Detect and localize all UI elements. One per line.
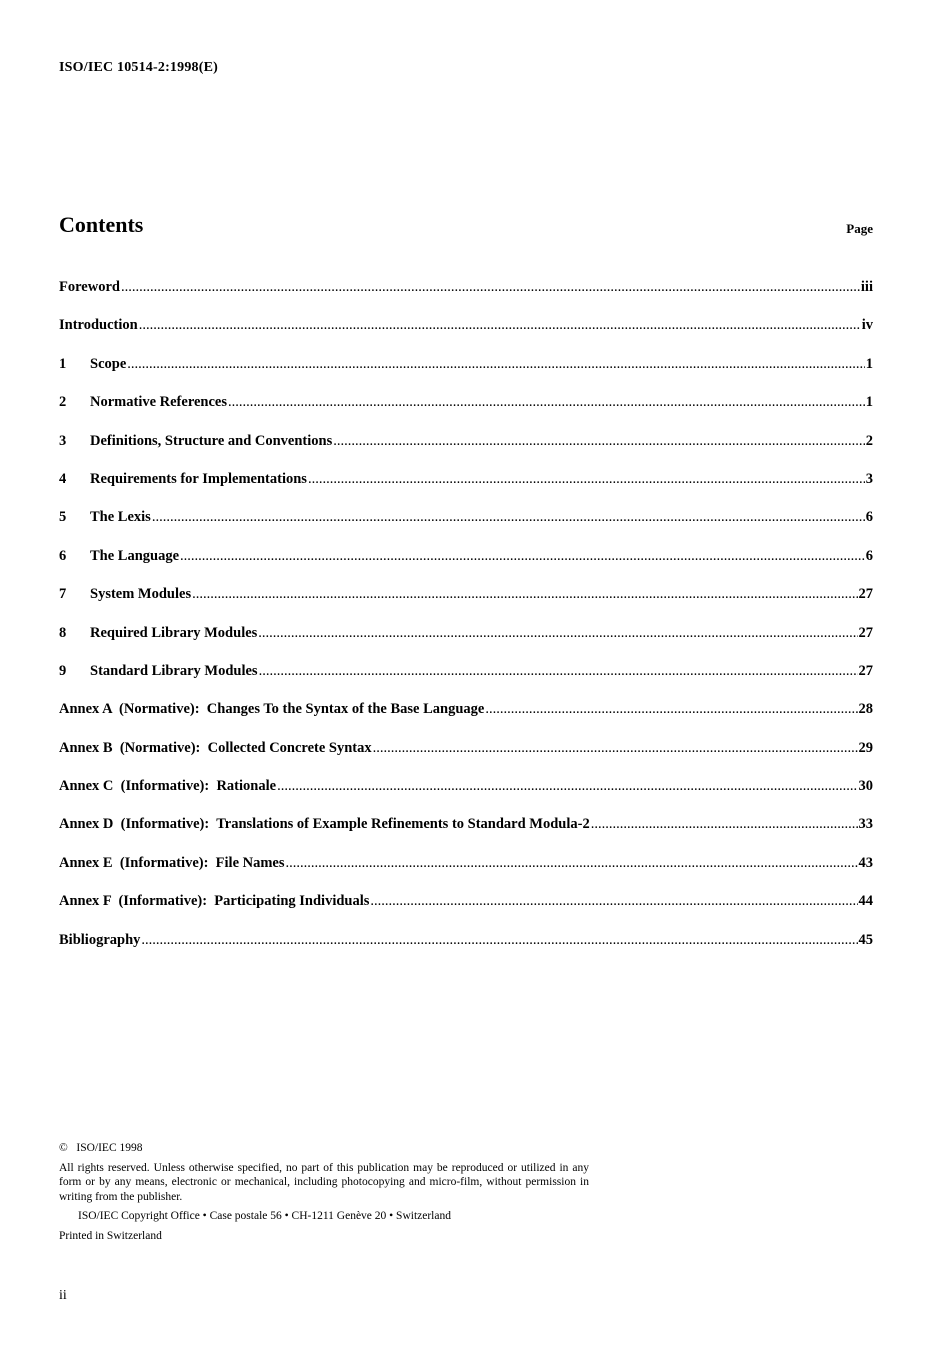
toc-entry-bibliography[interactable] <box>59 932 873 970</box>
toc-entry-page: 28 <box>858 701 873 718</box>
toc-entry-title: The Lexis <box>90 509 151 526</box>
toc-entry-page: 27 <box>858 586 873 603</box>
document-id: ISO/IEC 10514-2:1998(E) <box>59 60 218 75</box>
toc-entry-title: System Modules <box>90 586 192 603</box>
toc-entry-title: Required Library Modules <box>90 624 258 641</box>
toc-entry-title: The Language <box>90 547 180 564</box>
toc-entry-number: 6 <box>59 547 67 564</box>
dot-leader <box>277 778 857 795</box>
toc-entry-lexis[interactable] <box>59 509 873 547</box>
dot-leader <box>127 356 865 373</box>
dot-leader <box>139 317 861 334</box>
toc-entry-page: iv <box>861 317 873 334</box>
dot-leader <box>141 932 857 949</box>
copyright-footer <box>59 1141 589 1243</box>
copyright-office-address: ISO/IEC Copyright Office • Case postale 56 • CH-1211 Genève 20 • Switzerland <box>78 1210 451 1222</box>
toc-entry-annex-e[interactable] <box>59 855 873 893</box>
toc-entry-number: 5 <box>59 509 67 526</box>
contents-heading: Contents <box>59 212 144 237</box>
toc-entry-title: Introduction <box>59 317 138 334</box>
toc-entry-page: 3 <box>865 470 873 487</box>
toc-entry-page: 29 <box>858 739 873 756</box>
toc-entry-title: Annex A (Normative): Changes To the Syntax of the Base Language <box>59 701 485 718</box>
dot-leader <box>192 586 857 603</box>
dot-leader <box>308 471 865 488</box>
toc-entry-language[interactable] <box>59 548 873 586</box>
dot-leader <box>485 701 857 718</box>
toc-entry-page: 6 <box>865 509 873 526</box>
toc-entry-page: 2 <box>865 432 873 449</box>
toc-entry-foreword[interactable] <box>59 279 873 317</box>
toc-entry-number: 3 <box>59 432 67 449</box>
dot-leader <box>373 740 858 757</box>
dot-leader <box>152 509 865 526</box>
toc-entry-definitions[interactable] <box>59 433 873 471</box>
dot-leader <box>228 394 865 411</box>
toc-entry-system-modules[interactable] <box>59 586 873 624</box>
dot-leader <box>333 433 865 450</box>
copyright-notice: © ISO/IEC 1998 <box>59 1142 143 1154</box>
toc-entry-number: 9 <box>59 662 67 679</box>
toc-entry-number: 7 <box>59 586 67 603</box>
toc-entry-scope[interactable] <box>59 356 873 394</box>
dot-leader <box>121 279 860 296</box>
toc-entry-page: iii <box>860 279 873 295</box>
toc-entry-requirements[interactable] <box>59 471 873 509</box>
toc-entry-annex-f[interactable] <box>59 893 873 931</box>
toc-entry-number: 1 <box>59 355 67 372</box>
printed-in: Printed in Switzerland <box>59 1229 162 1242</box>
toc-entry-title: Normative References <box>90 394 228 411</box>
toc-entry-title: Annex B (Normative): Collected Concrete Syntax <box>59 739 372 756</box>
toc-entry-introduction[interactable] <box>59 317 873 355</box>
toc-entry-page: 45 <box>858 931 873 948</box>
dot-leader <box>370 893 857 910</box>
toc-entry-number: 2 <box>59 394 67 411</box>
toc-entry-page: 27 <box>858 624 873 641</box>
dot-leader <box>286 855 858 872</box>
dot-leader <box>591 816 858 833</box>
toc-entry-title: Foreword <box>59 279 120 295</box>
dot-leader <box>259 663 858 680</box>
toc-entry-page: 33 <box>858 816 873 833</box>
toc-entry-annex-a[interactable] <box>59 701 873 739</box>
toc-entry-annex-c[interactable] <box>59 778 873 816</box>
toc-entry-page: 43 <box>858 854 873 871</box>
toc-entry-title: Annex F (Informative): Participating Individuals <box>59 893 370 910</box>
toc-entry-number: 4 <box>59 470 67 487</box>
toc-entry-title: Scope <box>90 355 127 372</box>
toc-entry-title: Bibliography <box>59 931 141 948</box>
toc-entry-title: Standard Library Modules <box>90 662 258 679</box>
toc-entry-annex-d[interactable] <box>59 816 873 854</box>
page-column-label: Page <box>846 221 873 236</box>
toc-entry-normative-references[interactable] <box>59 394 873 432</box>
toc-entry-title: Requirements for Implementations <box>90 470 307 487</box>
toc-entry-standard-library-modules[interactable] <box>59 663 873 701</box>
toc-entry-required-library-modules[interactable] <box>59 625 873 663</box>
toc-entry-title: Annex D (Informative): Translations of Example Refinements to Standard Modula-2 <box>59 816 590 833</box>
toc-entry-title: Annex E (Informative): File Names <box>59 854 285 871</box>
toc-entry-title: Annex C (Informative): Rationale <box>59 778 277 795</box>
toc-entry-page: 44 <box>858 893 873 910</box>
toc-entry-annex-b[interactable] <box>59 740 873 778</box>
toc-entry-page: 1 <box>865 394 873 411</box>
toc-entry-page: 27 <box>858 662 873 679</box>
toc-entry-title: Definitions, Structure and Conventions <box>90 432 333 449</box>
toc-entry-page: 30 <box>858 778 873 795</box>
dot-leader <box>258 625 857 642</box>
table-of-contents <box>59 279 873 970</box>
rights-statement: All rights reserved. Unless otherwise specified, no part of this publication may be reproduced or utilized in any form or by any means, electronic or mechanical, including photocopying and micro-film, without permission in writing from the publisher. <box>59 1161 589 1203</box>
toc-entry-page: 6 <box>865 547 873 564</box>
page-number: ii <box>59 1288 67 1303</box>
toc-entry-page: 1 <box>865 355 873 372</box>
toc-entry-number: 8 <box>59 624 67 641</box>
dot-leader <box>180 548 865 565</box>
